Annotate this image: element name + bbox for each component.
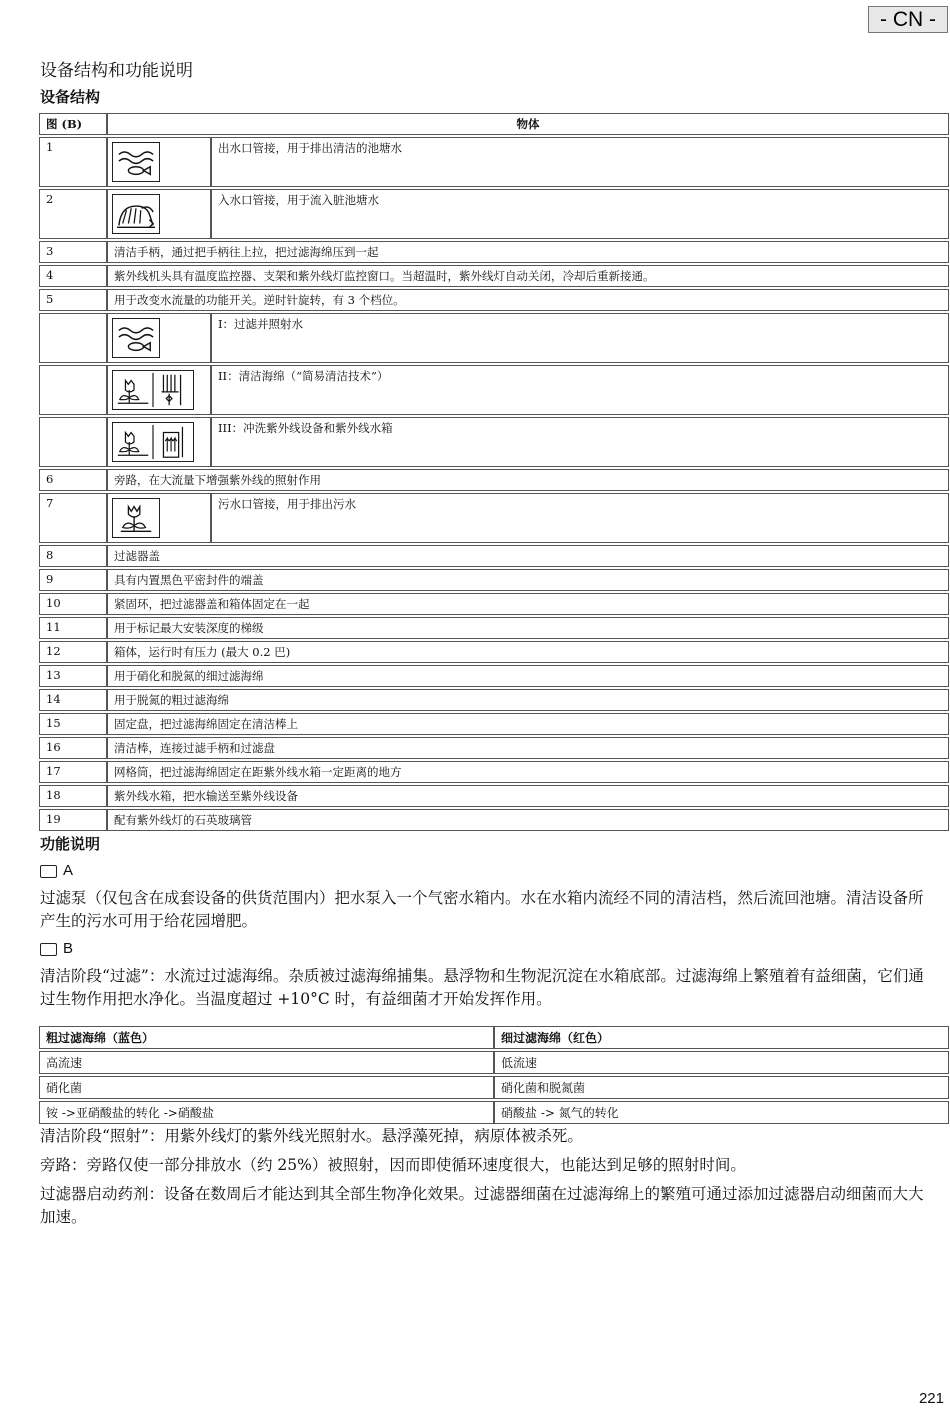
function-heading: 功能说明 (40, 835, 101, 853)
plants-icon (112, 498, 160, 538)
row-number: 6 (39, 469, 107, 491)
row-number: 2 (39, 189, 107, 239)
plants-flush-icon (112, 422, 194, 462)
row-description: I：过滤并照射水 (211, 313, 949, 363)
fine-cell: 硝化菌和脱氮菌 (494, 1076, 949, 1099)
coarse-cell: 铵 ->亚硝酸盐的转化 ->硝酸盐 (39, 1101, 494, 1124)
section-b-text: 清洁阶段“过滤”：水流过过滤海绵。杂质被过滤海绵捕集。悬浮物和生物泥沉淀在水箱底部。过滤海绵上繁殖着有益细菌，它们通过生物作用把水净化。当温度超过 +10°C 时，有益细菌才开始发挥作用。 (40, 967, 924, 1008)
para-starter: 过滤器启动药剂：设备在数周后才能达到其全部生物净化效果。过滤器细菌在过滤海绵上的繁殖可通过添加过滤器启动细菌而大大加速。 (40, 1185, 924, 1226)
coarse-cell: 硝化菌 (39, 1076, 494, 1099)
table-row (39, 469, 949, 491)
row-number: 10 (39, 593, 107, 615)
row-number: 14 (39, 689, 107, 711)
row-number: 13 (39, 665, 107, 687)
page-number: 221 (918, 1390, 944, 1407)
sponge-col-coarse: 粗过滤海绵（蓝色） (39, 1026, 494, 1049)
table-row (39, 365, 949, 415)
row-number: 17 (39, 761, 107, 783)
table-row (39, 1101, 949, 1124)
table-row (39, 641, 949, 663)
table-row (39, 493, 949, 543)
row-description: 网格筒，把过滤海绵固定在距紫外线水箱一定距离的地方 (107, 761, 949, 783)
table-row (39, 545, 949, 567)
row-description: 用于硝化和脱氮的细过滤海绵 (107, 665, 949, 687)
structure-heading: 设备结构 (40, 88, 101, 106)
row-description: 用于改变水流量的功能开关。逆时针旋转，有 3 个档位。 (107, 289, 949, 311)
table-row (39, 265, 949, 287)
row-number: 15 (39, 713, 107, 735)
table-row (39, 593, 949, 615)
para-uv: 清洁阶段“照射”：用紫外线灯的紫外线光照射水。悬浮藻死掉，病原体被杀死。 (40, 1127, 583, 1145)
row-description: 出水口管接，用于排出清洁的池塘水 (211, 137, 949, 187)
section-a-label: A (40, 862, 73, 879)
row-icon-cell (107, 137, 211, 187)
table-row (39, 313, 949, 363)
table-row (39, 809, 949, 831)
parts-header-num: 图 (B) (39, 113, 107, 135)
section-b-label: B (40, 940, 73, 957)
row-description: 入水口管接，用于流入脏池塘水 (211, 189, 949, 239)
table-row (39, 569, 949, 591)
row-description: 固定盘，把过滤海绵固定在清洁棒上 (107, 713, 949, 735)
fish-water-icon (112, 318, 160, 358)
row-description: 紫外线机头具有温度监控器、支架和紫外线灯监控窗口。当超温时，紫外线灯自动关闭，冷却后重新接通。 (107, 265, 949, 287)
row-icon-cell (107, 493, 211, 543)
sponge-table (39, 1024, 949, 1126)
parts-header-object: 物体 (107, 113, 949, 135)
table-row (39, 1051, 949, 1074)
row-description: 用于脱氮的粗过滤海绵 (107, 689, 949, 711)
para-bypass: 旁路：旁路仅使一部分排放水（约 25%）被照射，因而即使循环速度很大，也能达到足够的照射时间。 (40, 1156, 746, 1174)
row-description: 清洁棒，连接过滤手柄和过滤盘 (107, 737, 949, 759)
table-row (39, 189, 949, 239)
fine-cell: 硝酸盐 -> 氮气的转化 (494, 1101, 949, 1124)
checkbox-icon (40, 943, 57, 956)
row-number (39, 417, 107, 467)
row-number: 5 (39, 289, 107, 311)
table-row (39, 241, 949, 263)
plants-hand-icon (112, 370, 194, 410)
row-icon-cell (107, 313, 211, 363)
table-row (39, 137, 949, 187)
row-description: 清洁手柄，通过把手柄往上拉，把过滤海绵压到一起 (107, 241, 949, 263)
row-description: II：清洁海绵（“简易清洁技术”） (211, 365, 949, 415)
checkbox-icon (40, 865, 57, 878)
row-number (39, 365, 107, 415)
row-description: 紧固环，把过滤器盖和箱体固定在一起 (107, 593, 949, 615)
row-number: 8 (39, 545, 107, 567)
page-title: 设备结构和功能说明 (40, 61, 193, 81)
table-row (39, 289, 949, 311)
row-number: 18 (39, 785, 107, 807)
row-number: 4 (39, 265, 107, 287)
row-description: 箱体，运行时有压力 (最大 0.2 巴) (107, 641, 949, 663)
row-number: 19 (39, 809, 107, 831)
table-row (39, 761, 949, 783)
row-description: 紫外线水箱，把水输送至紫外线设备 (107, 785, 949, 807)
dirty-water-icon (112, 194, 160, 234)
table-row (39, 617, 949, 639)
row-description: 具有内置黑色平密封件的端盖 (107, 569, 949, 591)
section-a-text: 过滤泵（仅包含在成套设备的供货范围内）把水泵入一个气密水箱内。水在水箱内流经不同的清洁档，然后流回池塘。清洁设备所产生的污水可用于给花园增肥。 (40, 889, 924, 930)
row-number: 16 (39, 737, 107, 759)
fish-water-icon (112, 142, 160, 182)
row-description: 用于标记最大安装深度的梯级 (107, 617, 949, 639)
row-description: 旁路，在大流量下增强紫外线的照射作用 (107, 469, 949, 491)
row-number (39, 313, 107, 363)
row-number: 3 (39, 241, 107, 263)
row-description: 过滤器盖 (107, 545, 949, 567)
table-row (39, 665, 949, 687)
table-row (39, 689, 949, 711)
language-badge: - CN - (868, 6, 948, 33)
row-number: 12 (39, 641, 107, 663)
row-description: 配有紫外线灯的石英玻璃管 (107, 809, 949, 831)
table-row (39, 417, 949, 467)
row-description: 污水口管接，用于排出污水 (211, 493, 949, 543)
row-icon-cell (107, 189, 211, 239)
row-number: 7 (39, 493, 107, 543)
table-row (39, 713, 949, 735)
row-icon-cell (107, 417, 211, 467)
table-row (39, 737, 949, 759)
row-description: III：冲洗紫外线设备和紫外线水箱 (211, 417, 949, 467)
table-row (39, 1076, 949, 1099)
row-number: 11 (39, 617, 107, 639)
row-icon-cell (107, 365, 211, 415)
sponge-col-fine: 细过滤海绵（红色） (494, 1026, 949, 1049)
parts-table (39, 111, 949, 833)
fine-cell: 低流速 (494, 1051, 949, 1074)
coarse-cell: 高流速 (39, 1051, 494, 1074)
row-number: 9 (39, 569, 107, 591)
row-number: 1 (39, 137, 107, 187)
table-row (39, 785, 949, 807)
